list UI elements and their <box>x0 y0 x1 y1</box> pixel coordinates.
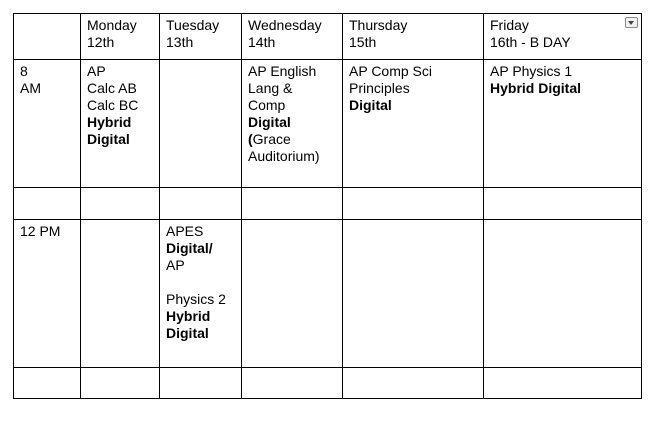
exam-line: AP Physics 1 <box>490 63 573 79</box>
location-paren: ( <box>248 131 253 147</box>
exam-line: Calc BC <box>87 97 139 113</box>
corner-cell[interactable] <box>14 14 81 60</box>
time-cell-8am[interactable] <box>14 60 81 188</box>
afternoon-row <box>14 220 642 368</box>
empty-cell[interactable] <box>484 368 642 399</box>
exam-schedule-table <box>13 13 642 399</box>
morning-row <box>14 60 642 188</box>
empty-cell[interactable] <box>242 368 343 399</box>
blank-line <box>166 274 235 291</box>
exam-line: Comp <box>248 97 286 113</box>
exam-location <box>248 131 336 148</box>
exam-format: Hybrid Digital <box>490 80 582 96</box>
cell-tuesday-pm[interactable] <box>160 220 242 368</box>
empty-cell[interactable] <box>343 368 484 399</box>
chevron-down-icon[interactable] <box>625 17 638 28</box>
header-friday[interactable] <box>484 14 642 60</box>
cell-thursday-pm[interactable] <box>343 220 484 368</box>
day-name: Monday <box>87 17 137 33</box>
day-date: 16th - B DAY <box>490 34 571 50</box>
day-name: Wednesday <box>248 17 322 33</box>
exam-format: Hybrid <box>87 114 132 130</box>
cell-friday-pm[interactable] <box>484 220 642 368</box>
cell-wednesday-pm[interactable] <box>242 220 343 368</box>
exam-line: AP Comp Sci <box>349 63 432 79</box>
spacer-row <box>14 368 642 399</box>
exam-line: AP <box>166 257 185 273</box>
empty-cell[interactable] <box>14 368 81 399</box>
empty-cell[interactable] <box>81 368 160 399</box>
exam-location: Auditorium) <box>248 148 320 164</box>
time-label: 12 PM <box>20 223 61 239</box>
empty-cell[interactable] <box>81 188 160 220</box>
empty-cell[interactable] <box>160 368 242 399</box>
header-thursday[interactable] <box>343 14 484 60</box>
time-cell-12pm[interactable] <box>14 220 81 368</box>
cell-tuesday-am[interactable] <box>160 60 242 188</box>
empty-cell[interactable] <box>14 188 81 220</box>
time-period: AM <box>20 80 41 96</box>
header-row <box>14 14 642 60</box>
header-tuesday[interactable] <box>160 14 242 60</box>
day-name: Friday <box>490 17 529 33</box>
location-name: Grace <box>252 131 291 147</box>
cell-wednesday-am[interactable] <box>242 60 343 188</box>
exam-line: AP <box>87 63 106 79</box>
exam-format: Digital <box>248 114 291 130</box>
empty-cell[interactable] <box>484 188 642 220</box>
exam-format: Hybrid <box>166 308 211 324</box>
spacer-row <box>14 188 642 220</box>
cell-monday-pm[interactable] <box>81 220 160 368</box>
cell-thursday-am[interactable] <box>343 60 484 188</box>
exam-line: APES <box>166 223 204 239</box>
day-name: Thursday <box>349 17 408 33</box>
exam-format: Digital <box>349 97 392 113</box>
day-date: 13th <box>166 34 194 50</box>
exam-line: AP English <box>248 63 317 79</box>
header-wednesday[interactable] <box>242 14 343 60</box>
cell-monday-am[interactable] <box>81 60 160 188</box>
exam-line: Lang & <box>248 80 293 96</box>
exam-line: Physics 2 <box>166 291 226 307</box>
empty-cell[interactable] <box>343 188 484 220</box>
exam-format: Digital <box>166 325 209 341</box>
day-date: 15th <box>349 34 377 50</box>
day-date: 12th <box>87 34 115 50</box>
time-hour: 8 <box>20 63 28 79</box>
header-monday[interactable] <box>81 14 160 60</box>
cell-friday-am[interactable] <box>484 60 642 188</box>
exam-line: Principles <box>349 80 410 96</box>
exam-format: Digital/ <box>166 240 213 256</box>
day-date: 14th <box>248 34 276 50</box>
empty-cell[interactable] <box>160 188 242 220</box>
exam-line: Calc AB <box>87 80 137 96</box>
exam-format: Digital <box>87 131 130 147</box>
empty-cell[interactable] <box>242 188 343 220</box>
day-name: Tuesday <box>166 17 220 33</box>
